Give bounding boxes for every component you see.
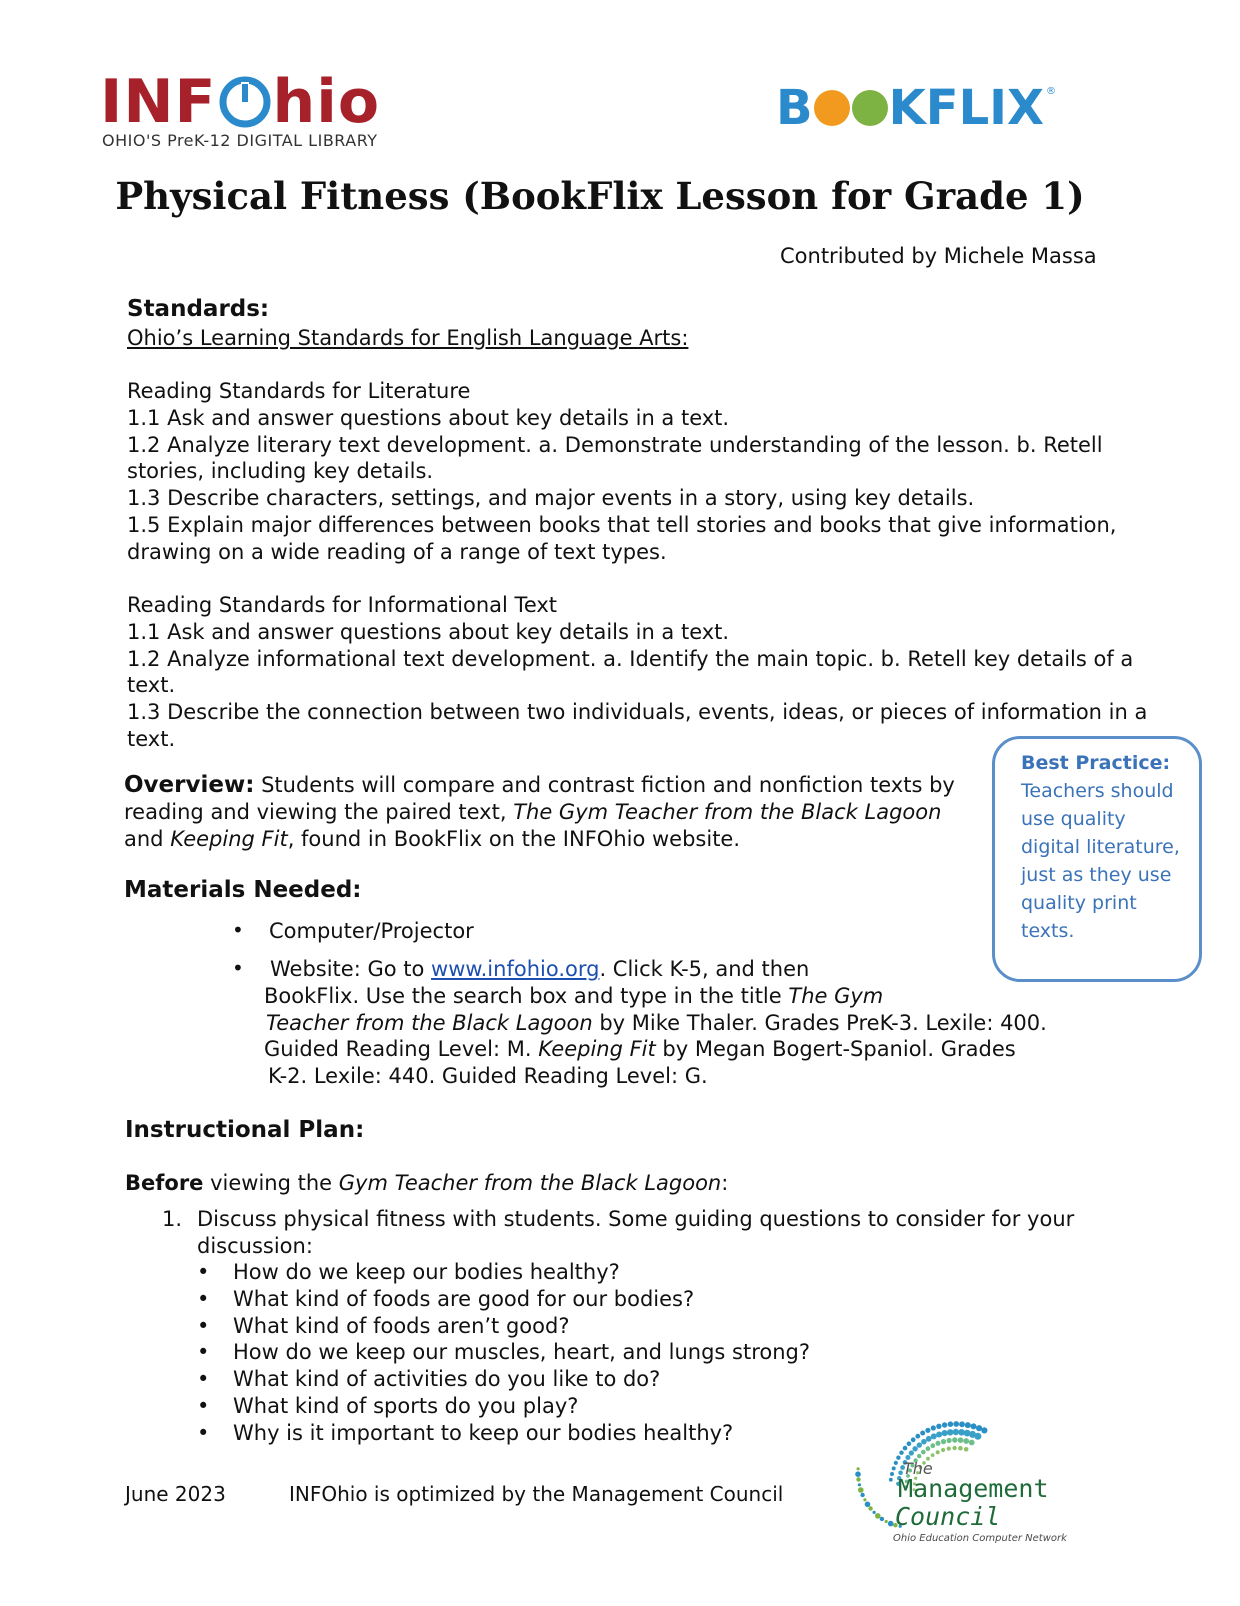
list-item [197, 1393, 810, 1420]
step-line: Discuss physical fitness with students. Some guiding questions to consider for your [197, 1207, 1075, 1231]
logo-dot [907, 1441, 912, 1446]
list-item [197, 1286, 810, 1313]
logo-dot [930, 1443, 935, 1448]
list-item [197, 1366, 810, 1393]
question-text: What kind of foods are good for our bodies? [233, 1286, 695, 1311]
logo-dot [909, 1450, 914, 1455]
logo-dot [856, 1477, 860, 1481]
question-text: How do we keep our muscles, heart, and lungs strong? [233, 1340, 811, 1365]
list-item [197, 1259, 810, 1286]
infohio-logo-text-right: hio [272, 67, 381, 137]
best-practice-line: Teachers should [1021, 780, 1174, 802]
logo-dot [981, 1427, 987, 1433]
best-practice-heading: Best Practice: [1021, 752, 1171, 774]
question-text: What kind of activities do you like to do? [233, 1367, 661, 1392]
logo-dot [873, 1511, 876, 1514]
logo-dot [858, 1487, 864, 1493]
question-text: How do we keep our bodies healthy? [233, 1260, 620, 1284]
informational-line: 1.3 Describe the connection between two individuals, events, ideas, or pieces of information in a [127, 700, 1148, 725]
logo-dot [936, 1424, 941, 1429]
literature-line: 1.5 Explain major differences between books that tell stories and books that give information, [127, 512, 1117, 537]
footer-note: INFOhio is optimized by the Management Council [289, 1482, 784, 1506]
overview-heading: Overview: [124, 772, 255, 798]
logo-dot [860, 1493, 864, 1497]
informational-line: text. [127, 726, 176, 751]
logo-dot [880, 1517, 884, 1521]
logo-dot [917, 1442, 922, 1447]
logo-dot [947, 1438, 952, 1443]
materials-item [264, 956, 1047, 1090]
materials-text: BookFlix. Use the search box and type in the title [264, 983, 789, 1008]
logo-dot [912, 1446, 917, 1451]
best-practice-line: quality print [1021, 892, 1137, 914]
list-item [197, 1339, 810, 1366]
mc-logo-subtitle: Ohio Education Computer Network [893, 1533, 1067, 1544]
bullet-icon: • [197, 1367, 210, 1392]
bullet-icon: • [197, 1260, 210, 1284]
materials-text: by Mike Thaler. Grades PreK-3. Lexile: 400. [592, 1010, 1047, 1035]
footer-date: June 2023 [125, 1482, 226, 1506]
logo-dot [931, 1425, 936, 1430]
logo-dot [888, 1521, 894, 1527]
logo-dot [947, 1447, 951, 1451]
overview-text: , found in BookFlix on the INFOhio website. [287, 826, 741, 851]
bullet-icon: • [197, 1420, 210, 1445]
logo-dot [941, 1439, 946, 1444]
bookflix-logo-rest: KFLIX [888, 80, 1045, 136]
book-title: Teacher from the Black Lagoon [266, 1010, 593, 1035]
literature-line: 1.1 Ask and answer questions about key details in a text. [127, 405, 730, 430]
informational-line: text. [127, 673, 176, 698]
logo-dot [903, 1446, 908, 1451]
before-text: : [721, 1171, 729, 1195]
bookflix-logo-b: B [776, 80, 813, 136]
logo-dot [920, 1431, 925, 1436]
best-practice-line: use quality [1021, 808, 1126, 830]
logo-dot [858, 1483, 861, 1486]
step-line: discussion: [197, 1233, 313, 1258]
literature-line: 1.3 Describe characters, settings, and major events in a story, using key details. [127, 486, 975, 511]
logo-dot [863, 1498, 866, 1501]
logo-dot [892, 1466, 896, 1470]
materials-text: by Megan Bogert-Spaniol. Grades [655, 1037, 1016, 1062]
logo-dot [896, 1456, 900, 1460]
logo-dot [885, 1520, 888, 1523]
bullet-icon: • [197, 1286, 210, 1311]
logo-dot [936, 1450, 940, 1454]
logo-dot [976, 1425, 982, 1431]
logo-dot [974, 1433, 981, 1440]
overview-text: reading and viewing the paired text, [124, 799, 514, 824]
logo-dot [921, 1450, 926, 1455]
logo-dot [931, 1433, 937, 1439]
logo-dot [942, 1422, 947, 1427]
overview-text: Students will compare and contrast fiction and nonfiction texts by [254, 773, 955, 797]
bullet-icon: • [232, 918, 244, 942]
overview-section [124, 772, 955, 852]
logo-dot [952, 1437, 957, 1442]
infohio-tagline: OHIO'S PreK-12 DIGITAL LIBRARY [102, 131, 378, 150]
bullet-icon: • [232, 956, 244, 980]
literature-line: Reading Standards for Literature [127, 379, 471, 403]
logo-dot [926, 1436, 932, 1442]
logo-dot [921, 1439, 927, 1445]
list-item [197, 1420, 810, 1447]
materials-heading: Materials Needed: [124, 877, 362, 903]
power-icon [219, 76, 271, 128]
logo-dot [936, 1441, 941, 1446]
logo-dot [868, 1506, 872, 1510]
logo-dot [925, 1428, 930, 1433]
list-item [197, 1313, 810, 1340]
best-practice-text [1021, 749, 1191, 945]
logo-dot [917, 1454, 921, 1458]
materials-text: Guided Reading Level: M. [264, 1037, 539, 1062]
instructional-plan-heading: Instructional Plan: [125, 1117, 365, 1143]
informational-line: 1.2 Analyze informational text development. a. Identify the main topic. b. Retell key details of a [127, 646, 1134, 671]
bullet-icon: • [197, 1393, 210, 1418]
informational-line: 1.1 Ask and answer questions about key details in a text. [127, 619, 730, 644]
before-label: Before [125, 1171, 204, 1195]
bullet-icon: • [197, 1313, 210, 1338]
logo-dot [941, 1448, 945, 1452]
logo-dot [857, 1467, 860, 1470]
logo-dot [948, 1421, 954, 1427]
literature-standards [127, 378, 1117, 566]
infohio-logo [100, 67, 400, 152]
logo-dot [959, 1421, 965, 1427]
logo-dot [971, 1423, 977, 1429]
literature-line: drawing on a wide reading of a range of text types. [127, 539, 667, 564]
logo-dot [875, 1513, 881, 1519]
logo-dot [958, 1437, 964, 1443]
materials-text: K-2. Lexile: 440. Guided Reading Level: G. [268, 1064, 708, 1089]
step-text [197, 1206, 1075, 1260]
book-title: Gym Teacher from the Black Lagoon [338, 1171, 722, 1195]
mc-logo-council: Council [895, 1502, 1001, 1531]
question-text: What kind of foods aren’t good? [233, 1313, 570, 1338]
book-title: Keeping Fit [538, 1037, 656, 1062]
question-text: Why is it important to keep our bodies healthy? [233, 1420, 734, 1445]
logo-dot [926, 1446, 931, 1451]
contributor-line: Contributed by Michele Massa [780, 244, 1097, 268]
logo-dot [969, 1440, 975, 1446]
materials-text: . Click K-5, and then [599, 957, 810, 981]
overview-text: and [124, 826, 171, 851]
best-practice-line: digital literature, [1021, 836, 1180, 858]
standards-subheading: Ohio’s Learning Standards for English Language Arts: [127, 326, 689, 350]
logo-dot [899, 1451, 903, 1455]
infohio-website-link[interactable]: www.infohio.org [431, 957, 600, 981]
informational-line: Reading Standards for Informational Text [127, 593, 558, 617]
logo-dot [931, 1453, 935, 1457]
best-practice-line: texts. [1021, 920, 1075, 942]
registered-mark: ® [1046, 86, 1057, 97]
standards-heading: Standards: [127, 296, 270, 322]
logo-dot [942, 1430, 948, 1436]
logo-dot [953, 1429, 959, 1435]
best-practice-line: just as they use [1021, 864, 1172, 886]
bookflix-logo [776, 82, 1056, 138]
logo-dot [911, 1437, 916, 1442]
bullet-icon: • [197, 1340, 210, 1365]
materials-item: Computer/Projector [269, 919, 474, 943]
logo-dot [889, 1478, 893, 1482]
logo-dot [963, 1438, 969, 1444]
logo-dot [915, 1434, 920, 1439]
logo-dot [952, 1446, 956, 1450]
bookflix-green-circle-icon [852, 90, 888, 126]
mc-logo-management: Management [898, 1474, 1049, 1503]
logo-dot [936, 1432, 942, 1438]
question-text: What kind of sports do you play? [233, 1393, 579, 1418]
logo-dot [894, 1461, 898, 1465]
logo-dot [855, 1471, 861, 1477]
materials-text: Website: Go to [270, 957, 432, 981]
page-title: Physical Fitness (BookFlix Lesson for Grade 1) [115, 174, 1085, 218]
logo-dot [865, 1502, 871, 1508]
bookflix-orange-circle-icon [814, 90, 850, 126]
before-viewing-line [125, 1170, 728, 1197]
mc-logo-the: The [903, 1459, 933, 1478]
book-title: The Gym Teacher from the Black Lagoon [513, 799, 942, 824]
step-number: 1. [162, 1207, 183, 1231]
informational-standards [127, 592, 1148, 753]
literature-line: stories, including key details. [127, 459, 434, 484]
guiding-questions-list [197, 1259, 810, 1447]
logo-dot [947, 1429, 953, 1435]
logo-dot [965, 1422, 971, 1428]
infohio-logo-text-left: INF [100, 67, 217, 137]
logo-dot [964, 1447, 969, 1452]
logo-dot [890, 1472, 894, 1476]
before-text: viewing the [203, 1171, 339, 1195]
literature-line: 1.2 Analyze literary text development. a. Demonstrate understanding of the lesson. b. Retell [127, 432, 1103, 457]
book-title: The Gym [788, 983, 884, 1008]
book-title: Keeping Fit [170, 826, 288, 851]
logo-dot [953, 1421, 959, 1427]
logo-dot [958, 1446, 963, 1451]
